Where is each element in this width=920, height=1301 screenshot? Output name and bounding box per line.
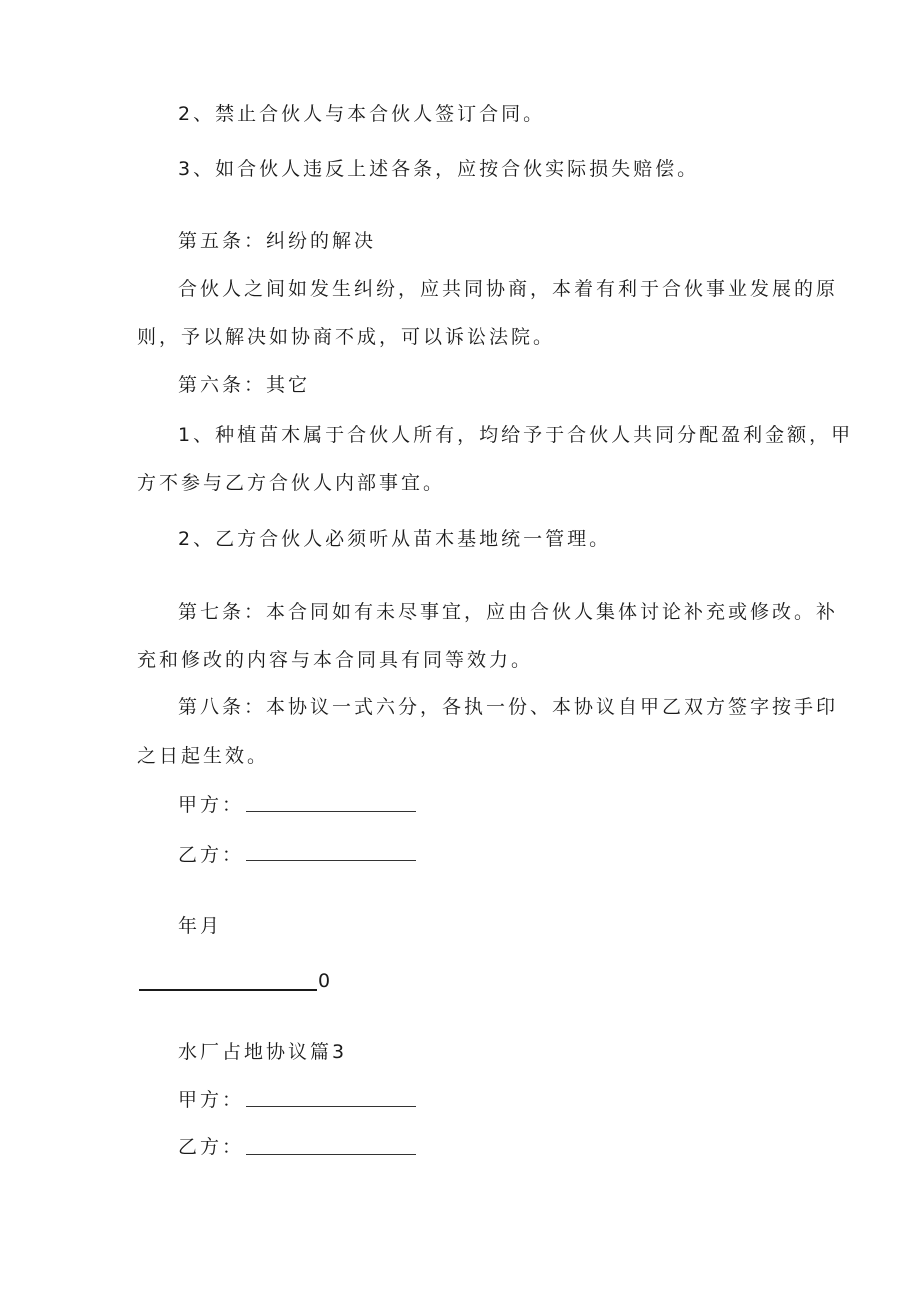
article-6-item-1-line-1: 1、种植苗木属于合伙人所有，均给予于合伙人共同分配盈利金额，甲 bbox=[178, 424, 854, 446]
section-3-party-b-label: 乙方： bbox=[178, 1136, 245, 1158]
section-3-party-b-signature-line bbox=[246, 1154, 416, 1155]
clause-2-text: 2、禁止合伙人与本合伙人签订合同。 bbox=[178, 103, 546, 125]
party-a-label: 甲方： bbox=[178, 794, 245, 816]
section-3-party-a-label: 甲方： bbox=[178, 1089, 245, 1111]
article-5-title: 第五条：纠纷的解决 bbox=[178, 230, 377, 252]
section-3-title: 水厂占地协议篇3 bbox=[178, 1041, 348, 1063]
date-blank-line bbox=[139, 989, 317, 991]
article-5-line-1: 合伙人之间如发生纠纷，应共同协商，本着有利于合伙事业发展的原 bbox=[178, 278, 839, 300]
article-5-line-2: 则，予以解决如协商不成，可以诉讼法院。 bbox=[137, 326, 556, 348]
article-7-line-2: 充和修改的内容与本合同具有同等效力。 bbox=[137, 649, 534, 671]
article-6-title: 第六条：其它 bbox=[178, 374, 311, 396]
article-7-line-1: 第七条：本合同如有未尽事宜，应由合伙人集体讨论补充或修改。补 bbox=[178, 601, 839, 623]
date-label: 年月 bbox=[178, 915, 223, 937]
party-b-label: 乙方： bbox=[178, 844, 245, 866]
article-8-line-2: 之日起生效。 bbox=[137, 745, 270, 767]
article-8-line-1: 第八条：本协议一式六分，各执一份、本协议自甲乙双方签字按手印 bbox=[178, 696, 839, 718]
clause-3-text: 3、如合伙人违反上述各条，应按合伙实际损失赔偿。 bbox=[178, 158, 700, 180]
zero-text: 0 bbox=[318, 970, 331, 992]
article-6-item-1-line-2: 方不参与乙方合伙人内部事宜。 bbox=[137, 472, 446, 494]
section-3-party-a-signature-line bbox=[246, 1106, 416, 1107]
party-b-signature-line bbox=[246, 860, 416, 861]
article-6-item-2: 2、乙方合伙人必须听从苗木基地统一管理。 bbox=[178, 528, 612, 550]
party-a-signature-line bbox=[246, 811, 416, 812]
